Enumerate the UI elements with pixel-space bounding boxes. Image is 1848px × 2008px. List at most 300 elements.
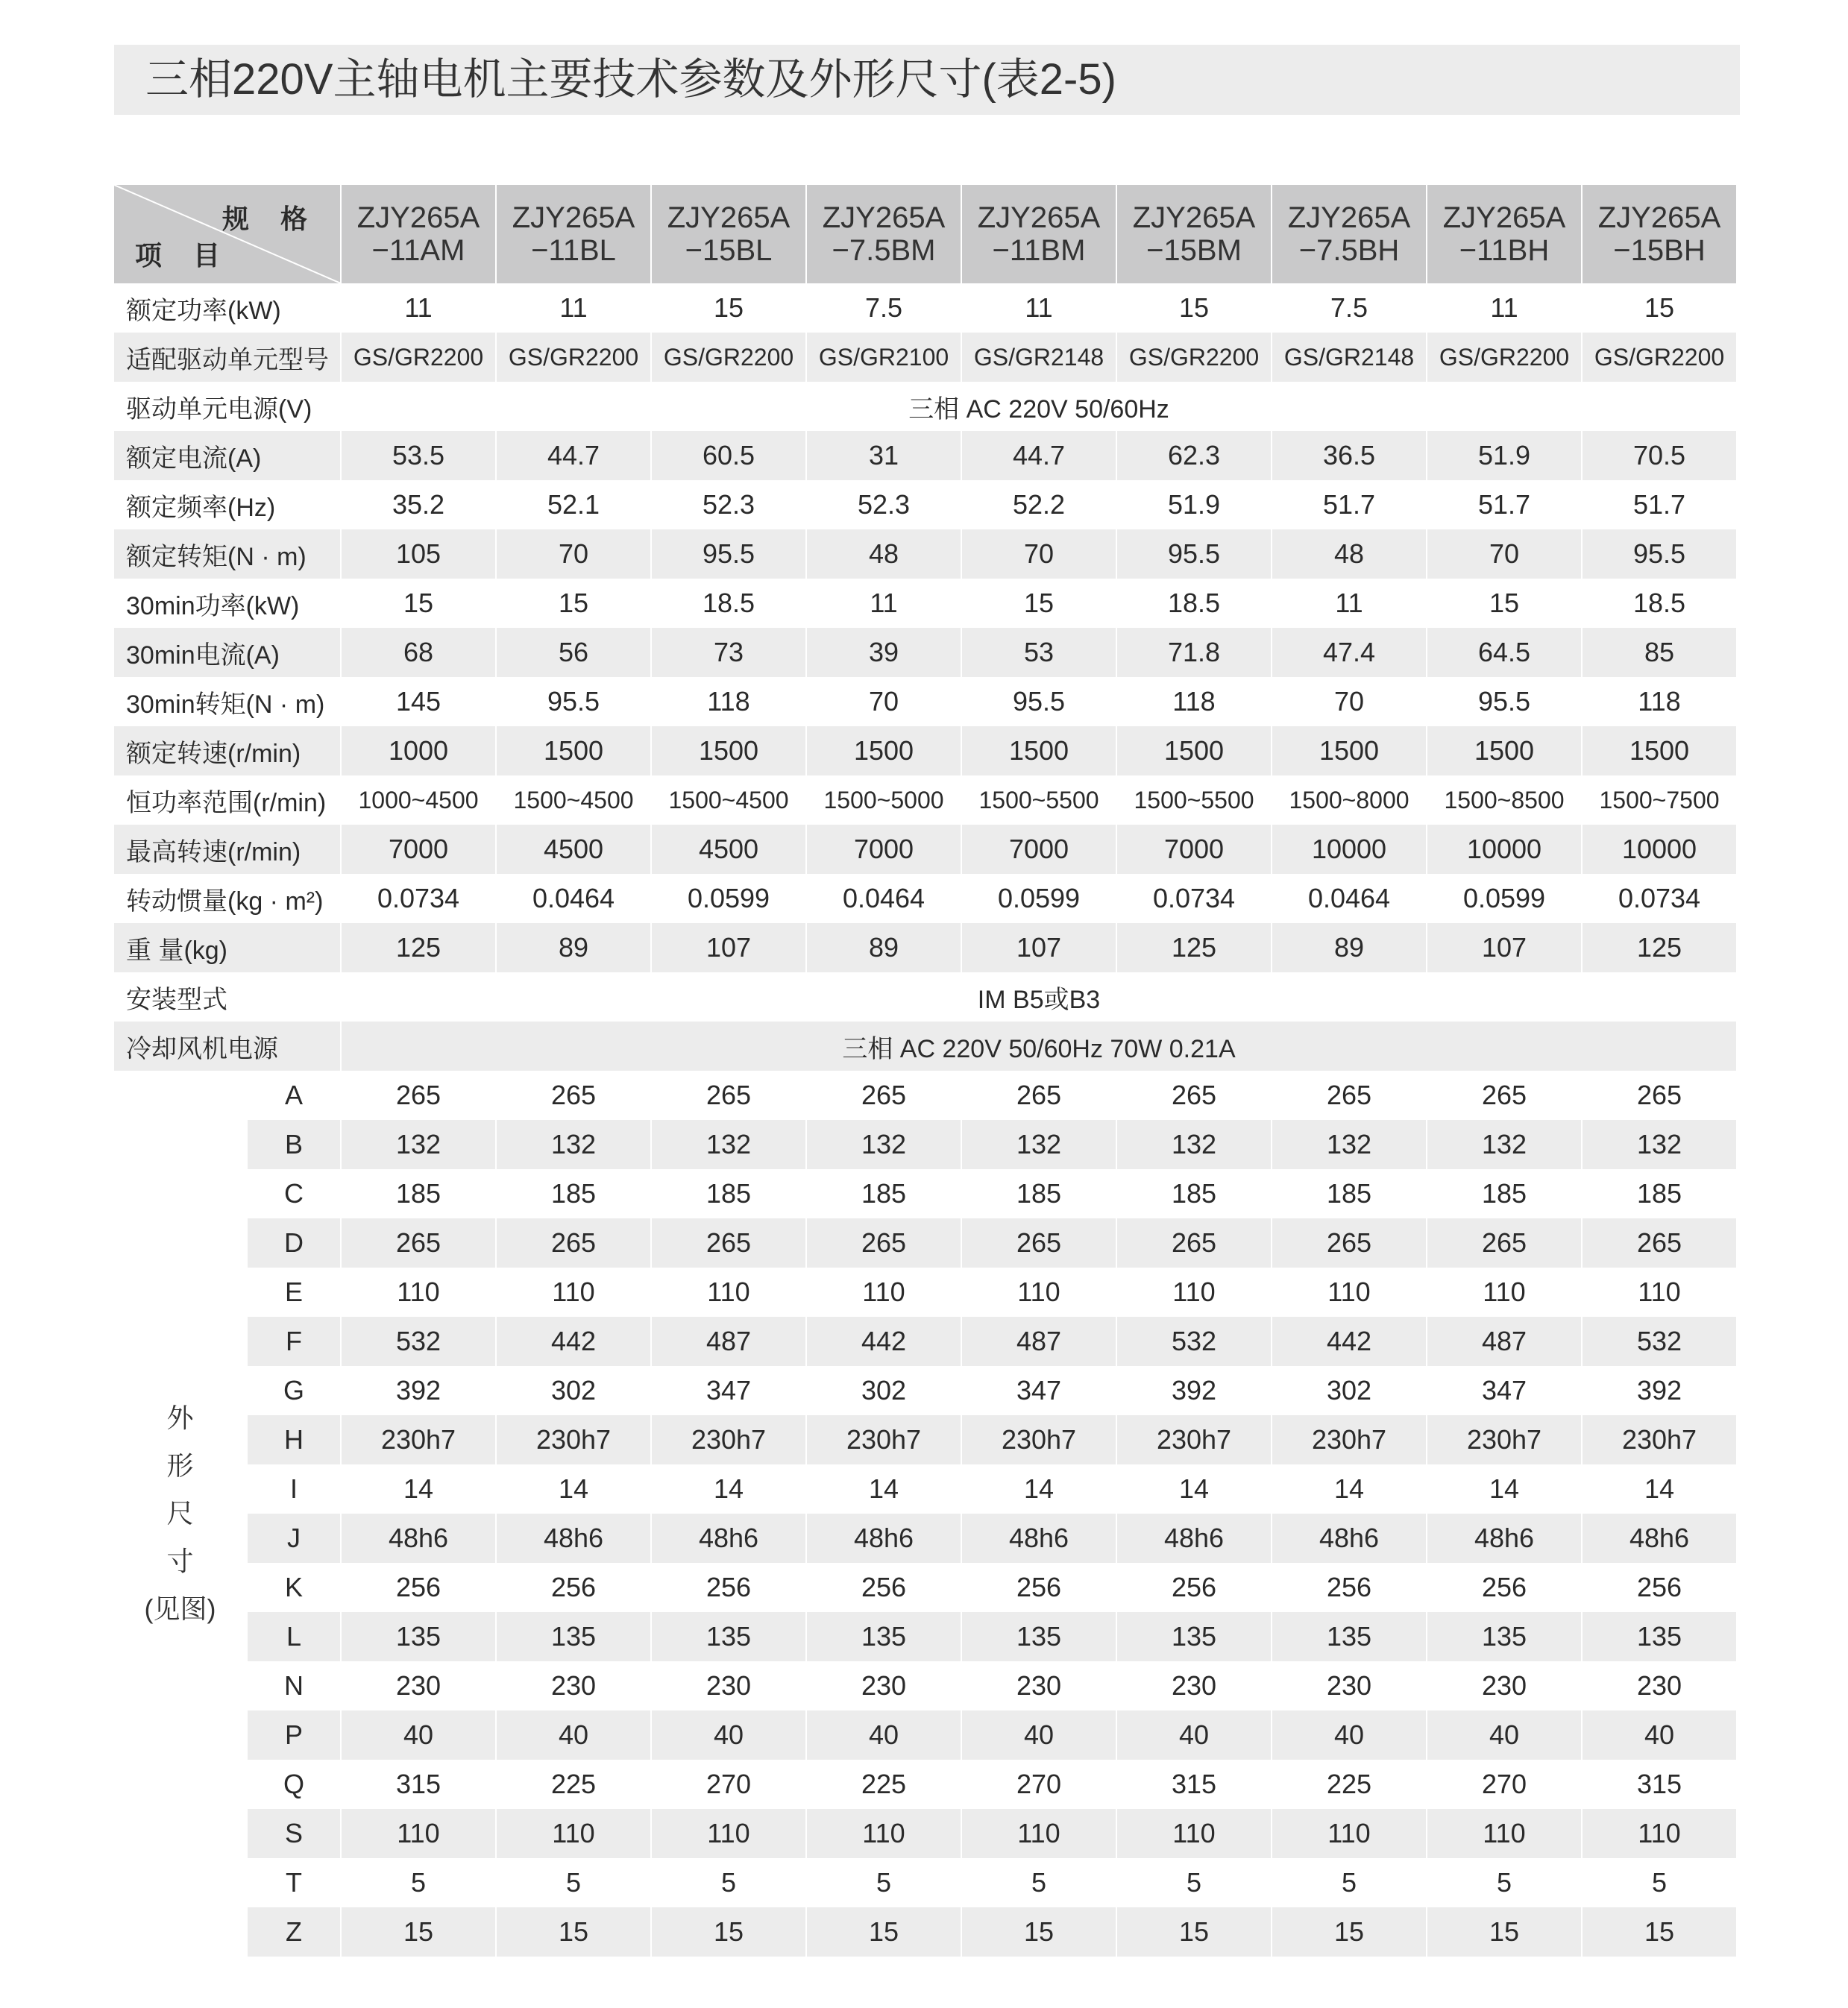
dimension-value: 15 (806, 1907, 961, 1957)
param-value: 18.5 (1116, 579, 1272, 628)
dimension-key: G (247, 1366, 341, 1415)
dimension-value: 14 (651, 1464, 806, 1514)
param-label: 安装型式 (114, 972, 341, 1022)
dimension-value: 110 (496, 1268, 651, 1317)
param-value: 1500~5500 (1116, 775, 1272, 825)
dimension-key: D (247, 1218, 341, 1268)
dimension-value: 265 (1427, 1071, 1582, 1120)
dimension-key: B (247, 1120, 341, 1169)
param-label: 30min功率(kW) (114, 579, 341, 628)
dimension-value: 110 (1272, 1268, 1427, 1317)
dimension-value: 110 (1272, 1809, 1427, 1858)
dimension-value: 256 (1116, 1563, 1272, 1612)
dimension-value: 110 (651, 1809, 806, 1858)
dimension-value: 230 (496, 1661, 651, 1710)
param-value: 52.1 (496, 480, 651, 529)
dimension-value: 347 (1427, 1366, 1582, 1415)
dimension-value: 15 (1582, 1907, 1737, 1957)
dimension-value: 265 (1116, 1071, 1272, 1120)
param-value: 70 (1272, 677, 1427, 726)
dimension-value: 132 (1116, 1120, 1272, 1169)
param-value: 52.2 (961, 480, 1116, 529)
dimension-value: 230h7 (1582, 1415, 1737, 1464)
param-label: 最高转速(r/min) (114, 825, 341, 874)
dimension-value: 132 (496, 1120, 651, 1169)
dimension-value: 132 (961, 1120, 1116, 1169)
param-value: 44.7 (961, 431, 1116, 480)
dimension-key: F (247, 1317, 341, 1366)
param-value: 70 (806, 677, 961, 726)
param-value: 0.0599 (961, 874, 1116, 923)
dimension-value: 5 (806, 1858, 961, 1907)
dimension-value: 132 (1272, 1120, 1427, 1169)
param-value: 39 (806, 628, 961, 677)
dimension-value: 230h7 (1116, 1415, 1272, 1464)
item-label: 项 目 (135, 240, 233, 271)
dimension-value: 230 (1272, 1661, 1427, 1710)
dimension-value: 135 (496, 1612, 651, 1661)
param-value: 11 (1427, 283, 1582, 333)
dimension-key: T (247, 1858, 341, 1907)
model-header (341, 185, 496, 283)
param-value: 15 (651, 283, 806, 333)
dimension-value: 442 (806, 1317, 961, 1366)
param-row (114, 972, 1737, 1022)
dimension-value: 392 (1582, 1366, 1737, 1415)
dimension-value: 265 (806, 1071, 961, 1120)
dimension-value: 185 (1272, 1169, 1427, 1218)
dimension-value: 135 (651, 1612, 806, 1661)
param-value: 18.5 (651, 579, 806, 628)
dimension-row (114, 1071, 1737, 1120)
dimension-row (114, 1710, 1737, 1760)
dimension-value: 110 (961, 1809, 1116, 1858)
dimension-value: 110 (961, 1268, 1116, 1317)
dimension-row (114, 1760, 1737, 1809)
param-value: 52.3 (651, 480, 806, 529)
model-header (1272, 185, 1427, 283)
param-row (114, 923, 1737, 972)
dimension-value: 14 (806, 1464, 961, 1514)
param-value: 1500~4500 (496, 775, 651, 825)
param-row (114, 677, 1737, 726)
model-suffix: −11BL (531, 234, 616, 267)
dimension-value: 135 (341, 1612, 496, 1661)
dimension-row (114, 1218, 1737, 1268)
param-value: 1500 (1427, 726, 1582, 775)
dimension-value: 110 (1427, 1268, 1582, 1317)
param-label: 驱动单元电源(V) (114, 382, 341, 431)
dimension-value: 230h7 (806, 1415, 961, 1464)
model-name: ZJY265A (1442, 201, 1566, 234)
param-value: 95.5 (1427, 677, 1582, 726)
dimension-value: 135 (961, 1612, 1116, 1661)
dimension-value: 14 (1116, 1464, 1272, 1514)
param-value: 4500 (496, 825, 651, 874)
param-value: 105 (341, 529, 496, 579)
dimension-value: 14 (961, 1464, 1116, 1514)
dimension-value: 392 (1116, 1366, 1272, 1415)
dimension-value: 185 (651, 1169, 806, 1218)
param-value: 95.5 (1582, 529, 1737, 579)
param-value: 89 (806, 923, 961, 972)
model-suffix: −15BM (1146, 234, 1242, 267)
dimension-row (114, 1415, 1737, 1464)
dimension-value: 40 (341, 1710, 496, 1760)
dimension-key: N (247, 1661, 341, 1710)
param-value: 51.9 (1116, 480, 1272, 529)
dimension-value: 15 (1116, 1907, 1272, 1957)
param-value: 52.3 (806, 480, 961, 529)
param-label: 30min电流(A) (114, 628, 341, 677)
param-value: 145 (341, 677, 496, 726)
dimension-value: 265 (1272, 1071, 1427, 1120)
param-value: GS/GR2148 (961, 333, 1116, 382)
param-value: 0.0464 (496, 874, 651, 923)
dimension-value: 265 (341, 1071, 496, 1120)
model-header (1582, 185, 1737, 283)
dimension-value: 256 (496, 1563, 651, 1612)
dimension-value: 532 (1582, 1317, 1737, 1366)
param-value: 0.0599 (651, 874, 806, 923)
param-value: 0.0734 (1116, 874, 1272, 923)
dimension-value: 315 (1116, 1760, 1272, 1809)
param-value: 70.5 (1582, 431, 1737, 480)
param-value: 89 (496, 923, 651, 972)
dimension-value: 14 (1427, 1464, 1582, 1514)
dimension-key: H (247, 1415, 341, 1464)
dimension-value: 40 (651, 1710, 806, 1760)
dimension-value: 302 (806, 1366, 961, 1415)
dimension-value: 15 (496, 1907, 651, 1957)
outline-label-line: (见图) (144, 1593, 216, 1624)
param-value: 15 (1116, 283, 1272, 333)
dimension-value: 315 (1582, 1760, 1737, 1809)
dimension-value: 487 (1427, 1317, 1582, 1366)
param-value: 51.7 (1427, 480, 1582, 529)
dimension-value: 40 (961, 1710, 1116, 1760)
spec-label: 规 格 (221, 204, 319, 234)
param-value: 1000~4500 (341, 775, 496, 825)
dimension-value: 487 (961, 1317, 1116, 1366)
dimension-value: 230 (1582, 1661, 1737, 1710)
dimension-value: 48h6 (1427, 1514, 1582, 1563)
model-suffix: −11AM (371, 234, 465, 267)
param-row (114, 874, 1737, 923)
param-value: 118 (651, 677, 806, 726)
param-row (114, 283, 1737, 333)
dimension-value: 5 (961, 1858, 1116, 1907)
param-row (114, 1022, 1737, 1071)
dimension-value: 132 (341, 1120, 496, 1169)
param-row (114, 775, 1737, 825)
dimension-value: 347 (651, 1366, 806, 1415)
dimension-value: 110 (1427, 1809, 1582, 1858)
dimension-value: 302 (496, 1366, 651, 1415)
dimension-value: 110 (1116, 1268, 1272, 1317)
param-row (114, 431, 1737, 480)
param-value: 107 (961, 923, 1116, 972)
dimension-value: 265 (1116, 1218, 1272, 1268)
model-suffix: −15BL (685, 234, 773, 267)
param-value: 89 (1272, 923, 1427, 972)
param-value: 7000 (341, 825, 496, 874)
dimension-value: 132 (1582, 1120, 1737, 1169)
param-value: 107 (1427, 923, 1582, 972)
param-value: 70 (496, 529, 651, 579)
dimension-value: 185 (341, 1169, 496, 1218)
param-value: 95.5 (651, 529, 806, 579)
dimension-value: 532 (1116, 1317, 1272, 1366)
dimension-value: 14 (1272, 1464, 1427, 1514)
param-value: GS/GR2148 (1272, 333, 1427, 382)
dimension-value: 14 (1582, 1464, 1737, 1514)
param-value: GS/GR2200 (496, 333, 651, 382)
title-bar (114, 45, 1740, 115)
dimension-value: 225 (496, 1760, 651, 1809)
param-value: 48 (806, 529, 961, 579)
dimension-value: 270 (1427, 1760, 1582, 1809)
param-value: 11 (806, 579, 961, 628)
outline-dimensions-label (114, 1071, 247, 1957)
param-label: 30min转矩(N · m) (114, 677, 341, 726)
dimension-row (114, 1366, 1737, 1415)
param-value: 1500 (1116, 726, 1272, 775)
param-row (114, 529, 1737, 579)
param-value: 71.8 (1116, 628, 1272, 677)
dimension-row (114, 1464, 1737, 1514)
param-value: 53.5 (341, 431, 496, 480)
dimension-value: 110 (341, 1809, 496, 1858)
model-header (806, 185, 961, 283)
param-value: 15 (961, 579, 1116, 628)
dimension-value: 230 (1427, 1661, 1582, 1710)
dimension-value: 48h6 (341, 1514, 496, 1563)
outline-label-line: 形 (166, 1450, 194, 1481)
model-suffix: −7.5BM (832, 234, 936, 267)
param-value: GS/GR2200 (651, 333, 806, 382)
param-value: 51.7 (1582, 480, 1737, 529)
dimension-key: L (247, 1612, 341, 1661)
model-suffix: −7.5BH (1298, 234, 1400, 267)
dimension-value: 5 (496, 1858, 651, 1907)
param-label: 额定电流(A) (114, 431, 341, 480)
dimension-value: 48h6 (651, 1514, 806, 1563)
param-value: 0.0464 (1272, 874, 1427, 923)
dimension-value: 135 (806, 1612, 961, 1661)
model-name: ZJY265A (1287, 201, 1411, 234)
param-value: 15 (496, 579, 651, 628)
dimension-value: 265 (1582, 1071, 1737, 1120)
param-label: 额定功率(kW) (114, 283, 341, 333)
param-value: 7.5 (806, 283, 961, 333)
dimension-value: 110 (651, 1268, 806, 1317)
param-value: 7.5 (1272, 283, 1427, 333)
dimension-value: 15 (1427, 1907, 1582, 1957)
param-row (114, 382, 1737, 431)
dimension-value: 256 (961, 1563, 1116, 1612)
page-title: 三相220V主轴电机主要技术参数及外形尺寸(表2-5) (145, 55, 1116, 104)
dimension-row (114, 1563, 1737, 1612)
dimension-value: 185 (961, 1169, 1116, 1218)
dimension-value: 225 (1272, 1760, 1427, 1809)
dimension-value: 48h6 (961, 1514, 1116, 1563)
param-value: 70 (961, 529, 1116, 579)
dimension-value: 256 (1582, 1563, 1737, 1612)
param-label: 额定频率(Hz) (114, 480, 341, 529)
dimension-value: 48h6 (496, 1514, 651, 1563)
param-value: GS/GR2200 (1116, 333, 1272, 382)
model-name: ZJY265A (356, 201, 480, 234)
dimension-value: 265 (806, 1218, 961, 1268)
dimension-value: 256 (651, 1563, 806, 1612)
dimension-value: 132 (651, 1120, 806, 1169)
dimension-key: Z (247, 1907, 341, 1957)
dimension-value: 230h7 (341, 1415, 496, 1464)
dimension-value: 40 (1272, 1710, 1427, 1760)
param-value: 62.3 (1116, 431, 1272, 480)
param-value: 1500 (961, 726, 1116, 775)
param-value: 10000 (1427, 825, 1582, 874)
param-value: 0.0734 (341, 874, 496, 923)
dimension-value: 532 (341, 1317, 496, 1366)
dimension-value: 185 (1427, 1169, 1582, 1218)
param-value: 1500~8500 (1427, 775, 1582, 825)
dimension-value: 135 (1582, 1612, 1737, 1661)
dimension-value: 110 (1582, 1809, 1737, 1858)
param-value: 10000 (1582, 825, 1737, 874)
param-label: 冷却风机电源 (114, 1022, 341, 1071)
param-value: 0.0599 (1427, 874, 1582, 923)
dimension-value: 110 (806, 1809, 961, 1858)
dimension-value: 40 (1116, 1710, 1272, 1760)
dimension-value: 185 (1116, 1169, 1272, 1218)
dimension-value: 265 (961, 1218, 1116, 1268)
dimension-value: 230h7 (961, 1415, 1116, 1464)
dimension-value: 265 (651, 1218, 806, 1268)
dimension-value: 256 (1427, 1563, 1582, 1612)
dimension-value: 135 (1427, 1612, 1582, 1661)
dimension-key: E (247, 1268, 341, 1317)
dimension-value: 14 (496, 1464, 651, 1514)
dimension-value: 265 (651, 1071, 806, 1120)
param-label: 转动惯量(kg · m²) (114, 874, 341, 923)
param-label: 适配驱动单元型号 (114, 333, 341, 382)
param-label: 额定转速(r/min) (114, 726, 341, 775)
dimension-key: C (247, 1169, 341, 1218)
dimension-value: 132 (1427, 1120, 1582, 1169)
dimension-value: 15 (961, 1907, 1116, 1957)
param-value: 68 (341, 628, 496, 677)
dimension-value: 265 (496, 1071, 651, 1120)
dimension-value: 230 (1116, 1661, 1272, 1710)
param-value: 15 (1427, 579, 1582, 628)
dimension-value: 40 (1582, 1710, 1737, 1760)
param-value: 15 (341, 579, 496, 628)
dimension-value: 15 (1272, 1907, 1427, 1957)
param-value: 11 (496, 283, 651, 333)
dimension-value: 5 (1116, 1858, 1272, 1907)
param-value: 107 (651, 923, 806, 972)
param-value: GS/GR2100 (806, 333, 961, 382)
param-value: 125 (1116, 923, 1272, 972)
param-value: GS/GR2200 (1427, 333, 1582, 382)
dimension-value: 135 (1116, 1612, 1272, 1661)
dimension-value: 230h7 (496, 1415, 651, 1464)
param-value: 48 (1272, 529, 1427, 579)
param-value: 4500 (651, 825, 806, 874)
dimension-row (114, 1268, 1737, 1317)
dimension-value: 135 (1272, 1612, 1427, 1661)
dimension-value: 5 (651, 1858, 806, 1907)
dimension-row (114, 1169, 1737, 1218)
dimension-row (114, 1612, 1737, 1661)
param-value: 47.4 (1272, 628, 1427, 677)
param-value: 85 (1582, 628, 1737, 677)
dimension-value: 15 (341, 1907, 496, 1957)
dimension-value: 110 (1116, 1809, 1272, 1858)
param-value: 11 (961, 283, 1116, 333)
param-value: 1500 (806, 726, 961, 775)
dimension-value: 185 (1582, 1169, 1737, 1218)
model-name: ZJY265A (1597, 201, 1721, 234)
param-value: 15 (1582, 283, 1737, 333)
dimension-value: 48h6 (1582, 1514, 1737, 1563)
dimension-row (114, 1858, 1737, 1907)
model-header (1427, 185, 1582, 283)
model-name: ZJY265A (667, 201, 791, 234)
dimension-row (114, 1661, 1737, 1710)
param-value: 44.7 (496, 431, 651, 480)
param-value: 35.2 (341, 480, 496, 529)
dimension-value: 230h7 (651, 1415, 806, 1464)
param-value: 95.5 (961, 677, 1116, 726)
dimension-key: I (247, 1464, 341, 1514)
param-row (114, 628, 1737, 677)
param-label: 额定转矩(N · m) (114, 529, 341, 579)
dimension-value: 347 (961, 1366, 1116, 1415)
model-header (496, 185, 651, 283)
dimension-value: 110 (341, 1268, 496, 1317)
dimension-row (114, 1317, 1737, 1366)
param-value: 7000 (1116, 825, 1272, 874)
dimension-key: K (247, 1563, 341, 1612)
param-value: 1500 (1582, 726, 1737, 775)
dimension-row (114, 1514, 1737, 1563)
dimension-value: 315 (341, 1760, 496, 1809)
param-value: 18.5 (1582, 579, 1737, 628)
dimension-value: 230 (806, 1661, 961, 1710)
header-row (114, 185, 1737, 283)
outline-label-line: 寸 (166, 1546, 194, 1576)
model-suffix: −11BH (1459, 234, 1550, 267)
param-value: 51.7 (1272, 480, 1427, 529)
dimension-value: 256 (341, 1563, 496, 1612)
param-row (114, 579, 1737, 628)
dimension-value: 185 (806, 1169, 961, 1218)
param-value: 56 (496, 628, 651, 677)
model-name: ZJY265A (822, 201, 946, 234)
param-merged-value: 三相 AC 220V 50/60Hz 70W 0.21A (341, 1022, 1737, 1071)
dimension-key: A (247, 1071, 341, 1120)
param-value: 36.5 (1272, 431, 1427, 480)
dimension-value: 15 (651, 1907, 806, 1957)
param-value: 1500~7500 (1582, 775, 1737, 825)
param-value: 70 (1427, 529, 1582, 579)
dimension-value: 225 (806, 1760, 961, 1809)
dimension-value: 302 (1272, 1366, 1427, 1415)
model-name: ZJY265A (977, 201, 1101, 234)
